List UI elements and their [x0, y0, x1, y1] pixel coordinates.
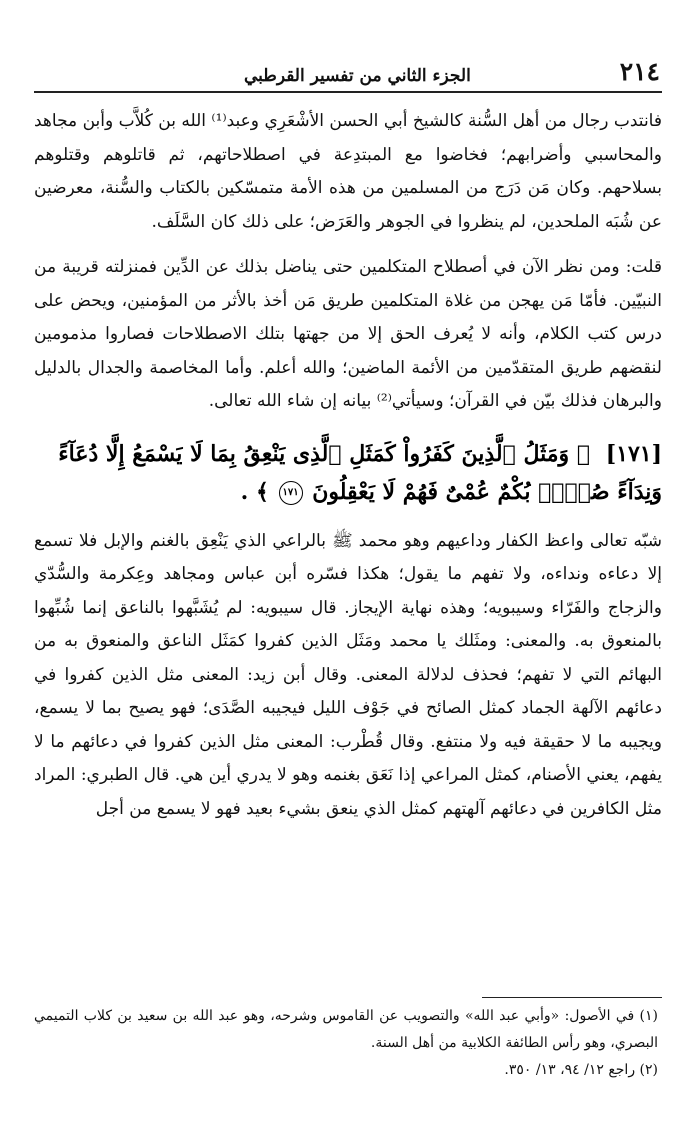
verse-number: [١٧١]: [605, 440, 662, 467]
footnote-1: (١) في الأصول: «وأبي عبد الله» والتصويب عن القاموس وشرحه، وهو عبد الله بن سعيد بن كلاب التميمي البصري، وهو رأس الطائفة الكلابية من أهل السنة.: [34, 1008, 658, 1051]
verse-closing-bracket: ﴾ .: [240, 478, 269, 505]
footnotes: [34, 1003, 658, 1084]
footnote-divider: [482, 997, 662, 998]
running-title: الجزء الثاني من تفسير القرطبي: [244, 66, 471, 86]
quran-verse: [34, 435, 662, 511]
verse-text: ﴿ وَمَثَلُ ٱلَّذِينَ كَفَرُواْ كَمَثَلِ ٱلَّذِى يَنْعِقُ بِمَا لَا يَسْمَعُ إِلَّا دُعَآءً وَنِدَآءً صُمٌّۢ بُكْمٌ عُمْىٌ فَهُمْ لَا يَعْقِلُونَ: [58, 440, 662, 505]
page-body: [34, 105, 662, 826]
page-number: ٢١٤: [619, 57, 660, 86]
commentary-paragraph: شبّه تعالى واعظ الكفار وداعيهم وهو محمد ﷺ بالراعي الذي يَنْعِق بالغنم والإبل فلا تسمع إلا دعاءه ونداءه، ولا تفهم ما يقول؛ هكذا فسّره أبن عباس ومجاهد وعِكرمة والسُّدّي والزجاج والفَرّاء وسيبويه؛ وهذه نهاية الإيجاز. قال سيبويه: لم يُشَبَّهوا بالناعق إنما شُبِّهوا بالمنعوق به. والمعنى: ومثَلك يا محمد ومَثَل الذين كفروا كمَثَل الناعق والمنعوق به من البهائم التي لا تفهم؛ فحذف لدلالة المعنى. وقال أبن زيد: المعنى مثل الذين كفروا في دعائهم الآلهة الجماد كمثل الصائح في جَوْف الليل فيجيبه الصَّدَى؛ فهو يصيح بما لا يسمع، ويجيبه ما لا حقيقة فيه ولا منتفع. وقال قُطْرب: المعنى مثل الذين كفروا في دعائهم ما لا يفهم، يعني الأصنام، كمثل المراعي إذا نَعَق بغنمه وهو لا يدري أين هي. قال الطبري: المراد مثل الكافرين في دعائهم آلهتهم كمثل الذي ينعق بشيء بعيد فهو لا يسمع من أجل: [34, 530, 662, 819]
book-page: [0, 40, 698, 1131]
paragraph: قلت: ومن نظر الآن في أصطلاح المتكلمين حتى يناضل بذلك عن الدِّين فمنزلته قريبة من النبيّين. فأمّا مَن يهجن من غلاة المتكلمين طريق مَن أخذ بالأثر من المؤمنين، ويحض على درس كتب الكلام، وأنه لا يُعرف الحق إلا من جهتها بتلك الاصطلاحات فصاروا مذمومين لنقضهم طريق المتقدّمين من الأئمة الماضين؛ والله أعلم. وأما المخاصمة والجدال بالدليل والبرهان فذلك بيّن في القرآن؛ وسيأتي⁽²⁾ بيانه إن شاء الله تعالى.: [34, 257, 662, 411]
page-header: [34, 40, 662, 93]
footnote-2: (٢) راجع ١٢/ ٩٤، ١٣/ ٣٥٠.: [504, 1062, 658, 1078]
ayah-number-medallion: ١٧١: [279, 481, 303, 505]
paragraph: فانتدب رجال من أهل السُّنة كالشيخ أبي الحسن الأشْعَرِي وعبد⁽¹⁾ الله بن كُلاَّب وأبن مجاهد والمحاسبي وأضرابهم؛ فخاضوا مع المبتدِعة في اصطلاحاتهم، ثم قاتلوهم وقتلوهم بسلاحهم. وكان مَن دَرَج من المسلمين من هذه الأمة متمسّكين بالكتاب والسُّنة، معرضين عن شُبَه الملحدين، لم ينظروا في الجوهر والعَرَض؛ على ذلك كان السَّلَف.: [34, 111, 662, 232]
